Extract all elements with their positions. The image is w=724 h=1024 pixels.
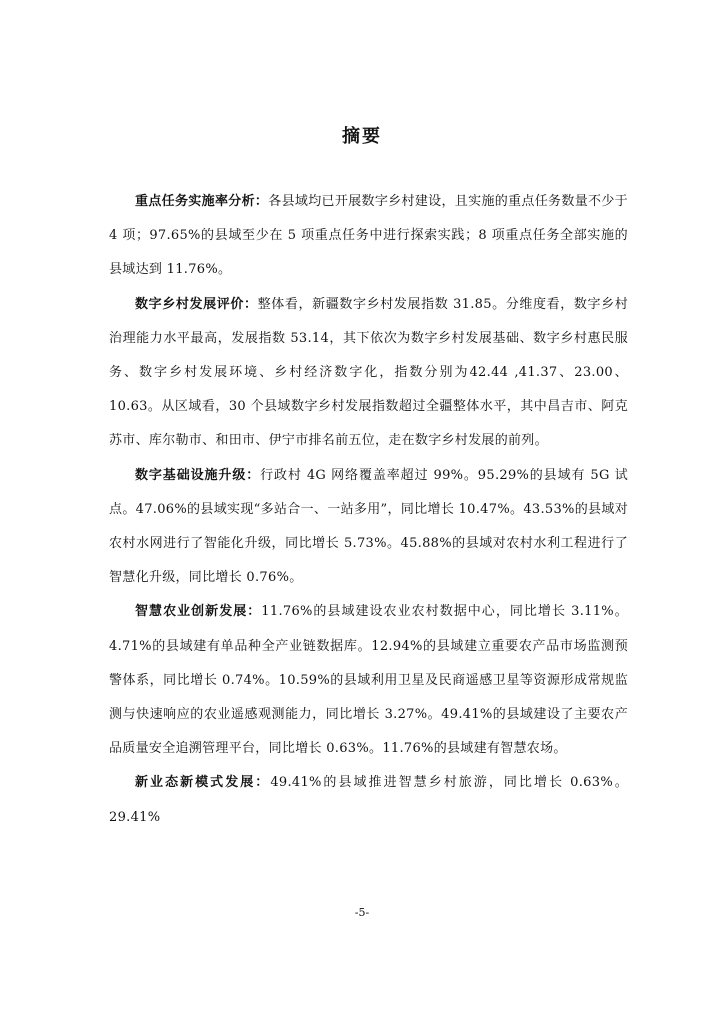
paragraph-heading: 数字乡村发展评价： bbox=[135, 296, 258, 312]
paragraph-text: 49.41%的县域推进智慧乡村旅游，同比增长 0.63%。29.41% bbox=[109, 775, 629, 825]
paragraph-heading: 重点任务实施率分析： bbox=[135, 194, 269, 209]
paragraph-development-evaluation bbox=[109, 288, 628, 459]
paragraph-new-business-models bbox=[109, 766, 628, 834]
paragraph-infrastructure-upgrade bbox=[109, 459, 628, 596]
paragraph-key-task-rate bbox=[109, 185, 628, 288]
paragraph-text: 行政村 4G 网络覆盖率超过 99%。95.29%的县域有 5G 试点。47.06%的县域实现“多站合一、一站多用”，同比增长 10.47%。43.53%的县域对农村水网进行了智能化升级，同比增长 5.73%。45.88%的县域对农村水利工程进行了智慧化升级，同比增长 0.76%。 bbox=[109, 467, 629, 586]
paragraph-heading: 智慧农业创新发展： bbox=[135, 604, 262, 620]
abstract-body bbox=[109, 185, 628, 835]
paragraph-heading: 数字基础设施升级： bbox=[135, 467, 261, 483]
paragraph-smart-agriculture bbox=[109, 595, 628, 766]
page-title: 摘要 bbox=[342, 126, 382, 147]
page-number: -5- bbox=[354, 906, 370, 919]
paragraph-text: 各县域均已开展数字乡村建设，且实施的重点任务数量不少于 4 项；97.65%的县域至少在 5 项重点任务中进行探索实践；8 项重点任务全部实施的县域达到 11.76%。 bbox=[109, 194, 628, 278]
paragraph-heading: 新业态新模式发展： bbox=[135, 775, 271, 791]
paragraph-text: 整体看，新疆数字乡村发展指数 31.85。分维度看，数字乡村治理能力水平最高，发展指数 53.14，其下依次为数字乡村发展基础、数字乡村惠民服务、数字乡村发展环境、乡村经济数字化，指数分别为42.44 ,41.37、23.00、10.63。从区域看，30 个县域数字乡村发展指数超过全疆整体水平，其中昌吉市、阿克苏市、库尔勒市、和田市、伊宁市排名前五位，走在数字乡村发展的前列。 bbox=[109, 296, 629, 449]
paragraph-text: 11.76%的县域建设农业农村数据中心，同比增长 3.11%。4.71%的县域建有单品种全产业链数据库。12.94%的县域建立重要农产品市场监测预警体系，同比增长 0.74%。10.59%的县域利用卫星及民商遥感卫星等资源形成常规监测与快速响应的农业遥感观测能力，同比增长 3.27%。49.41%的县域建设了主要农产品质量安全追溯管理平台，同比增长 0.63%。11.76%的县域建有智慧农场。 bbox=[109, 604, 628, 757]
